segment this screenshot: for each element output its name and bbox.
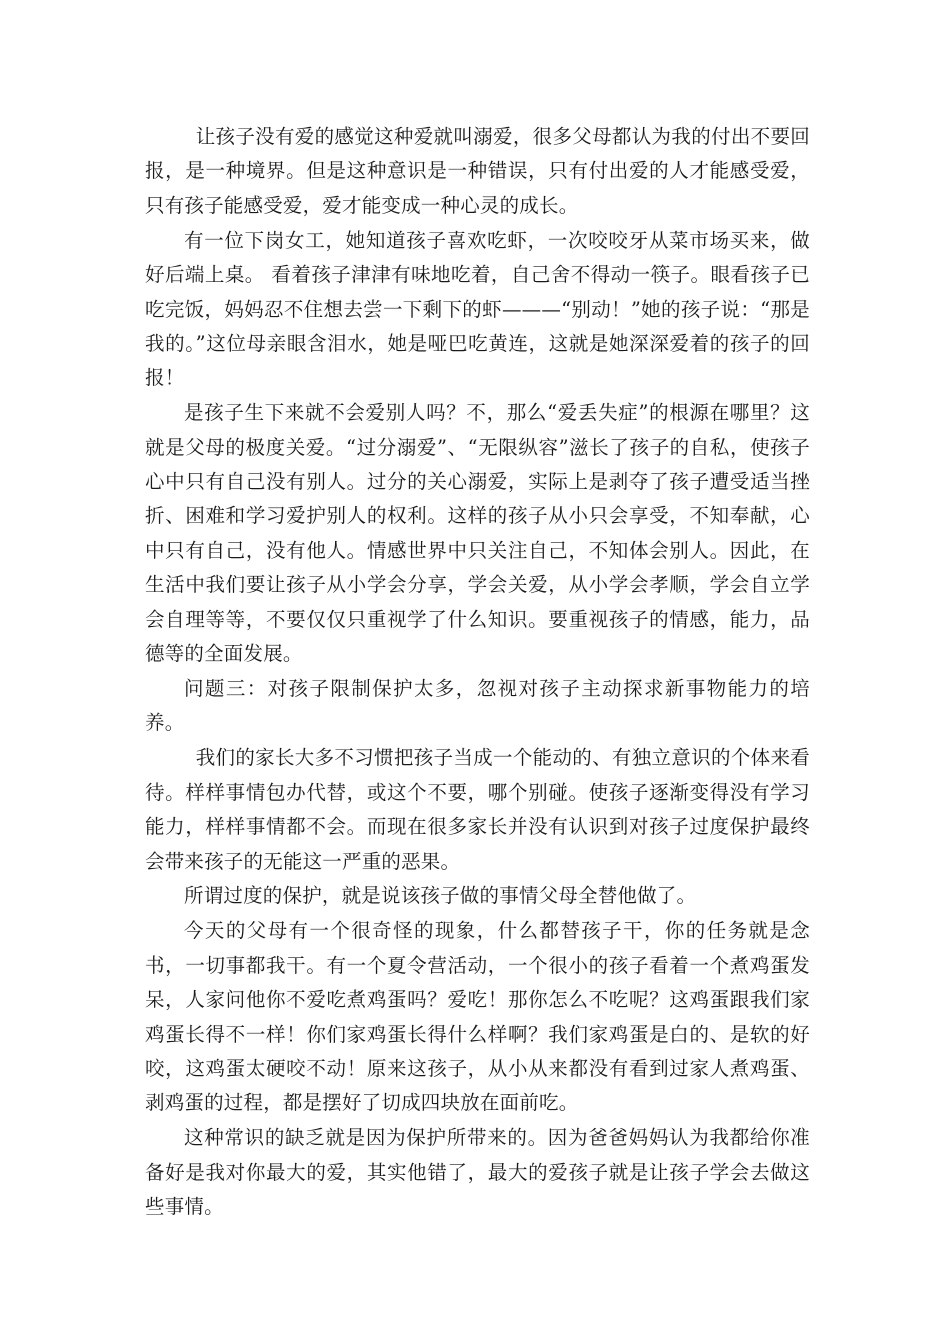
paragraph-7: 今天的父母有一个很奇怪的现象，什么都替孩子干，你的任务就是念书，一切事都我干。有一个夏令营活动，一个很小的孩子看着一个煮鸡蛋发呆，人家问他你不爱吃煮鸡蛋吗？爱吃！那你怎么不吃呢？这鸡蛋跟我们家鸡蛋长得不一样！你们家鸡蛋长得什么样啊？我们家鸡蛋是白的、是软的好咬，这鸡蛋太硬咬不动！原来这孩子，从小从来都没有看到过家人煮鸡蛋、剥鸡蛋的过程，都是摆好了切成四块放在面前吃。 <box>145 919 810 1115</box>
document-page <box>145 120 810 1225</box>
paragraph-8: 这种常识的缺乏就是因为保护所带来的。因为爸爸妈妈认为我都给你准备好是我对你最大的爱，其实他错了，最大的爱孩子就是让孩子学会去做这些事情。 <box>145 1126 810 1219</box>
paragraph-3: 是孩子生下来就不会爱别人吗？不，那么“爱丢失症”的根源在哪里？这就是父母的极度关爱。“过分溺爱”、“无限纵容”滋长了孩子的自私，使孩子心中只有自己没有别人。过分的关心溺爱，实际上是剥夺了孩子遭受适当挫折、困难和学习爱护别人的权利。这样的孩子从小只会享受，不知奉献，心中只有自己，没有他人。情感世界中只关注自己，不知体会别人。因此，在生活中我们要让孩子从小学会分享，学会关爱，从小学会孝顺，学会自立学会自理等等，不要仅仅只重视学了什么知识。要重视孩子的情感，能力，品德等的全面发展。 <box>145 401 810 666</box>
section-heading-question-three: 问题三：对孩子限制保护太多，忽视对孩子主动探求新事物能力的培养。 <box>145 677 810 735</box>
paragraph-6: 所谓过度的保护，就是说该孩子做的事情父母全替他做了。 <box>184 884 697 908</box>
paragraph-5: 我们的家长大多不习惯把孩子当成一个能动的、有独立意识的个体来看待。样样事情包办代替，或这个不要，哪个别碰。使孩子逐渐变得没有学习能力，样样事情都不会。而现在很多家长并没有认识到对孩子过度保护最终会带来孩子的无能这一严重的恶果。 <box>145 746 810 873</box>
paragraph-1: 让孩子没有爱的感觉这种爱就叫溺爱，很多父母都认为我的付出不要回报，是一种境界。但是这种意识是一种错误，只有付出爱的人才能感受爱，只有孩子能感受爱，爱才能变成一种心灵的成长。 <box>145 125 810 217</box>
paragraph-2: 有一位下岗女工，她知道孩子喜欢吃虾，一次咬咬牙从菜市场买来，做好后端上桌。 看着孩子津津有味地吃着，自己舍不得动一筷子。眼看孩子已吃完饭，妈妈忍不住想去尝一下剩下的虾———“别动！”她的孩子说：“那是我的。”这位母亲眼含泪水，她是哑巴吃黄连，这就是她深深爱着的孩子的回报！ <box>145 228 810 390</box>
